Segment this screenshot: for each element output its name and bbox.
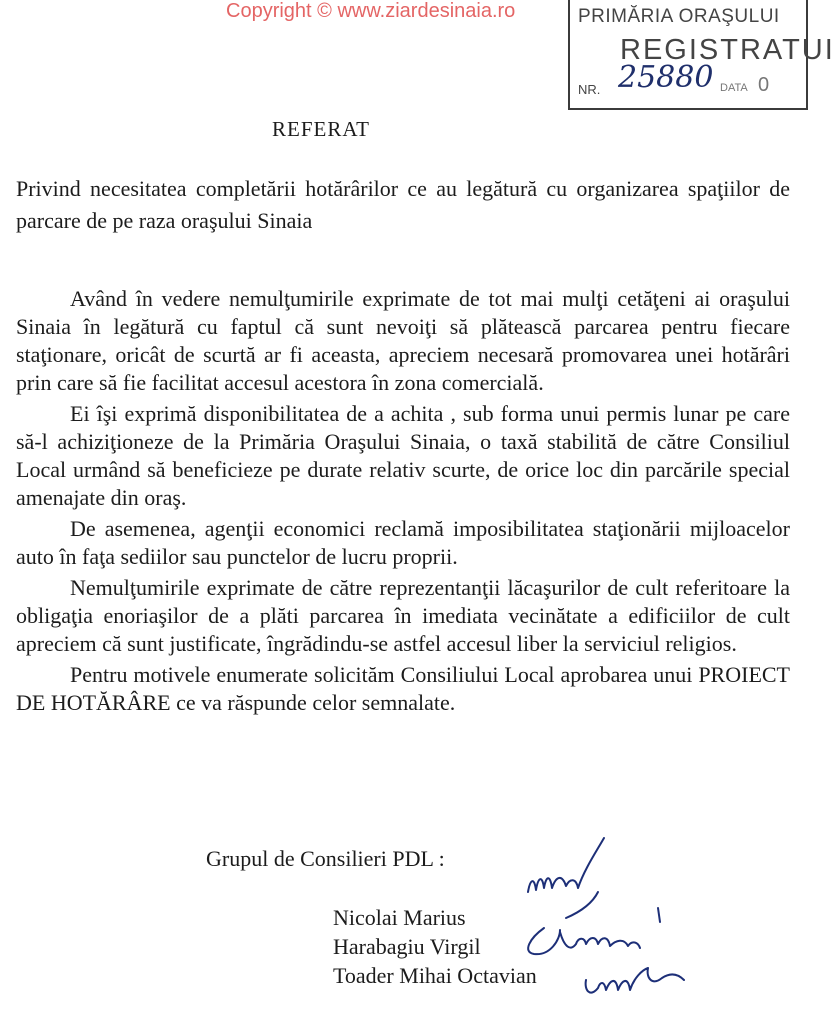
stamp-date-label: DATA bbox=[720, 82, 748, 94]
signatory-group: Grupul de Consilieri PDL : bbox=[206, 846, 445, 871]
paragraph: Pentru motivele enumerate solicităm Consiliului Local aprobarea unui PROIECT DE HOTĂRÂRE ce va răspunde celor semnalate. bbox=[16, 662, 790, 715]
signatory-name: Toader Mihai Octavian bbox=[333, 963, 537, 988]
handwritten-signatures bbox=[500, 830, 720, 1020]
paragraph: Având în vedere nemulţumirile exprimate de tot mai mulţi cetăţeni ai oraşului Sinaia în legătură cu faptul că sunt nevoiţi să plătească parcarea pentru fiecare staţionare, oricât de scurtă ar fi aceasta, apreciem necesară promovarea unei hotărâri prin care să fie facilitat accesul acestora în zona comercială. bbox=[16, 286, 790, 395]
stamp-registry: REGISTRATUI bbox=[620, 34, 835, 66]
copyright-watermark: Copyright © www.ziardesinaia.ro bbox=[226, 0, 516, 22]
stamp-nr-label: NR. bbox=[578, 82, 601, 97]
signatory-name: Harabagiu Virgil bbox=[333, 934, 481, 959]
document-title: REFERAT bbox=[272, 117, 371, 141]
stamp-institution: PRIMĂRIA ORAŞULUI bbox=[578, 6, 780, 27]
paragraph: Nemulţumirile exprimate de către reprezentanţii lăcaşurilor de cult referitoare la obligaţia enoriaşilor de a plăti parcarea în imediata vecinătate a edificiilor de cult apreciem că sunt justificate, îngrădindu-se astfel accesul liber la serviciul religios. bbox=[16, 575, 790, 656]
paragraph: Ei îşi exprimă disponibilitatea de a achita , sub forma unui permis lunar pe care să-l achiziţioneze de la Primăria Oraşului Sinaia, o taxă stabilită de către Consiliul Local urmând să beneficieze pe durate relativ scurte, de orice loc din parcările special amenajate din oraş. bbox=[16, 401, 790, 510]
signatory-name: Nicolai Marius bbox=[333, 905, 466, 930]
stamp-date-value: 0 bbox=[758, 74, 770, 96]
document-body bbox=[16, 285, 790, 717]
registration-stamp bbox=[568, 0, 835, 110]
paragraph: De asemenea, agenţii economici reclamă imposibilitatea staţionării mijloacelor auto în faţa sediilor sau punctelor de lucru proprii. bbox=[16, 516, 790, 569]
document-subject: Privind necesitatea completării hotărârilor ce au legătură cu organizarea spaţiilor de parcare de pe raza oraşului Sinaia bbox=[16, 176, 790, 233]
stamp-nr-value: 25880 bbox=[618, 60, 714, 95]
